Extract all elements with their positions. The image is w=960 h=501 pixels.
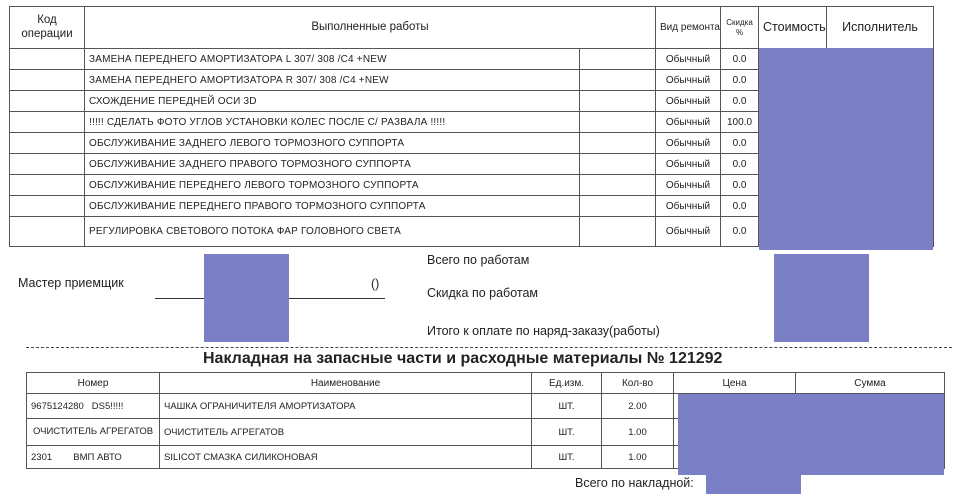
work-cell: РЕГУЛИРОВКА СВЕТОВОГО ПОТОКА ФАР ГОЛОВНОГО СВЕТА <box>85 217 580 247</box>
work-cell: ЗАМЕНА ПЕРЕДНЕГО АМОРТИЗАТОРА R 307/ 308 /C4 +NEW <box>85 70 580 91</box>
invoice-total-label: Всего по накладной: <box>575 476 694 490</box>
redacted-cost-executor-block <box>759 48 933 250</box>
work-cell: ОБСЛУЖИВАНИЕ ЗАДНЕГО ПРАВОГО ТОРМОЗНОГО СУППОРТА <box>85 154 580 175</box>
discount-works-label: Скидка по работам <box>427 286 539 300</box>
col-repair-type-header: Вид ремонта <box>656 7 721 49</box>
work-cell: ЗАМЕНА ПЕРЕДНЕГО АМОРТИЗАТОРА L 307/ 308 /C4 +NEW <box>85 49 580 70</box>
redacted-invoice-total <box>706 474 801 494</box>
qty-cell: 1.00 <box>602 446 674 469</box>
qty-cell: 1.00 <box>602 419 674 446</box>
unit-cell: ШТ. <box>532 419 602 446</box>
code-cell <box>10 175 85 196</box>
discount-cell: 0.0 <box>721 49 759 70</box>
name-cell: SILICOT СМАЗКА СИЛИКОНОВАЯ <box>160 446 532 469</box>
unit-cell: ШТ. <box>532 446 602 469</box>
works-header-row <box>10 7 934 49</box>
type-cell: Обычный <box>656 175 721 196</box>
total-works-label: Всего по работам <box>427 253 530 267</box>
col-name-header: Наименование <box>160 373 532 394</box>
discount-cell: 0.0 <box>721 133 759 154</box>
blank-cell <box>580 196 656 217</box>
invoice-title: Накладная на запасные части и расходные материалы № 121292 <box>203 350 723 367</box>
col-sum-header: Сумма <box>796 373 945 394</box>
master-label: Мастер приемщик <box>18 276 124 290</box>
work-cell: !!!!! СДЕЛАТЬ ФОТО УГЛОВ УСТАНОВКИ КОЛЕС ПОСЛЕ С/ РАЗВАЛА !!!!! <box>85 112 580 133</box>
code-cell <box>10 154 85 175</box>
invoice-header-row <box>27 373 945 394</box>
col-unit-header: Ед.изм. <box>532 373 602 394</box>
blank-cell <box>580 70 656 91</box>
code-cell <box>10 91 85 112</box>
discount-cell: 0.0 <box>721 91 759 112</box>
type-cell: Обычный <box>656 133 721 154</box>
blank-cell <box>580 217 656 247</box>
col-executor-header: Исполнитель <box>827 7 934 49</box>
discount-cell: 100.0 <box>721 112 759 133</box>
col-number-header: Номер <box>27 373 160 394</box>
number-cell: 2301 ВМП АВТО <box>27 446 160 469</box>
code-cell <box>10 133 85 154</box>
col-price-header: Цена <box>674 373 796 394</box>
type-cell: Обычный <box>656 154 721 175</box>
redacted-master-name <box>204 254 289 342</box>
col-discount-header: Скидка % <box>721 7 759 49</box>
type-cell: Обычный <box>656 217 721 247</box>
col-cost-header: Стоимость <box>759 7 827 49</box>
code-cell <box>10 217 85 247</box>
blank-cell <box>580 154 656 175</box>
number-cell: 9675124280 DS5!!!!! <box>27 394 160 419</box>
discount-cell: 0.0 <box>721 217 759 247</box>
blank-cell <box>580 91 656 112</box>
col-code-header: Код операции <box>10 7 85 49</box>
code-cell <box>10 70 85 91</box>
blank-cell <box>580 112 656 133</box>
discount-cell: 0.0 <box>721 154 759 175</box>
work-cell: СХОЖДЕНИЕ ПЕРЕДНЕЙ ОСИ 3D <box>85 91 580 112</box>
blank-cell <box>580 49 656 70</box>
col-qty-header: Кол-во <box>602 373 674 394</box>
blank-cell <box>580 133 656 154</box>
discount-cell: 0.0 <box>721 70 759 91</box>
type-cell: Обычный <box>656 49 721 70</box>
dashed-divider <box>26 347 952 348</box>
code-cell <box>10 112 85 133</box>
type-cell: Обычный <box>656 91 721 112</box>
number-cell: ОЧИСТИТЕЛЬ АГРЕГАТОВ <box>27 419 160 446</box>
code-cell <box>10 196 85 217</box>
type-cell: Обычный <box>656 196 721 217</box>
redacted-price-sum-block <box>678 394 944 475</box>
discount-cell: 0.0 <box>721 175 759 196</box>
work-cell: ОБСЛУЖИВАНИЕ ПЕРЕДНЕГО ПРАВОГО ТОРМОЗНОГО СУППОРТА <box>85 196 580 217</box>
type-cell: Обычный <box>656 112 721 133</box>
col-works-header: Выполненные работы <box>85 7 656 49</box>
work-cell: ОБСЛУЖИВАНИЕ ЗАДНЕГО ЛЕВОГО ТОРМОЗНОГО СУППОРТА <box>85 133 580 154</box>
discount-cell: 0.0 <box>721 196 759 217</box>
blank-cell <box>580 175 656 196</box>
total-to-pay-label: Итого к оплате по наряд-заказу(работы) <box>427 324 660 338</box>
type-cell: Обычный <box>656 70 721 91</box>
master-paren: () <box>371 277 380 291</box>
qty-cell: 2.00 <box>602 394 674 419</box>
name-cell: ЧАШКА ОГРАНИЧИТЕЛЯ АМОРТИЗАТОРА <box>160 394 532 419</box>
unit-cell: ШТ. <box>532 394 602 419</box>
name-cell: ОЧИСТИТЕЛЬ АГРЕГАТОВ <box>160 419 532 446</box>
redacted-totals <box>774 254 869 342</box>
work-cell: ОБСЛУЖИВАНИЕ ПЕРЕДНЕГО ЛЕВОГО ТОРМОЗНОГО СУППОРТА <box>85 175 580 196</box>
code-cell <box>10 49 85 70</box>
